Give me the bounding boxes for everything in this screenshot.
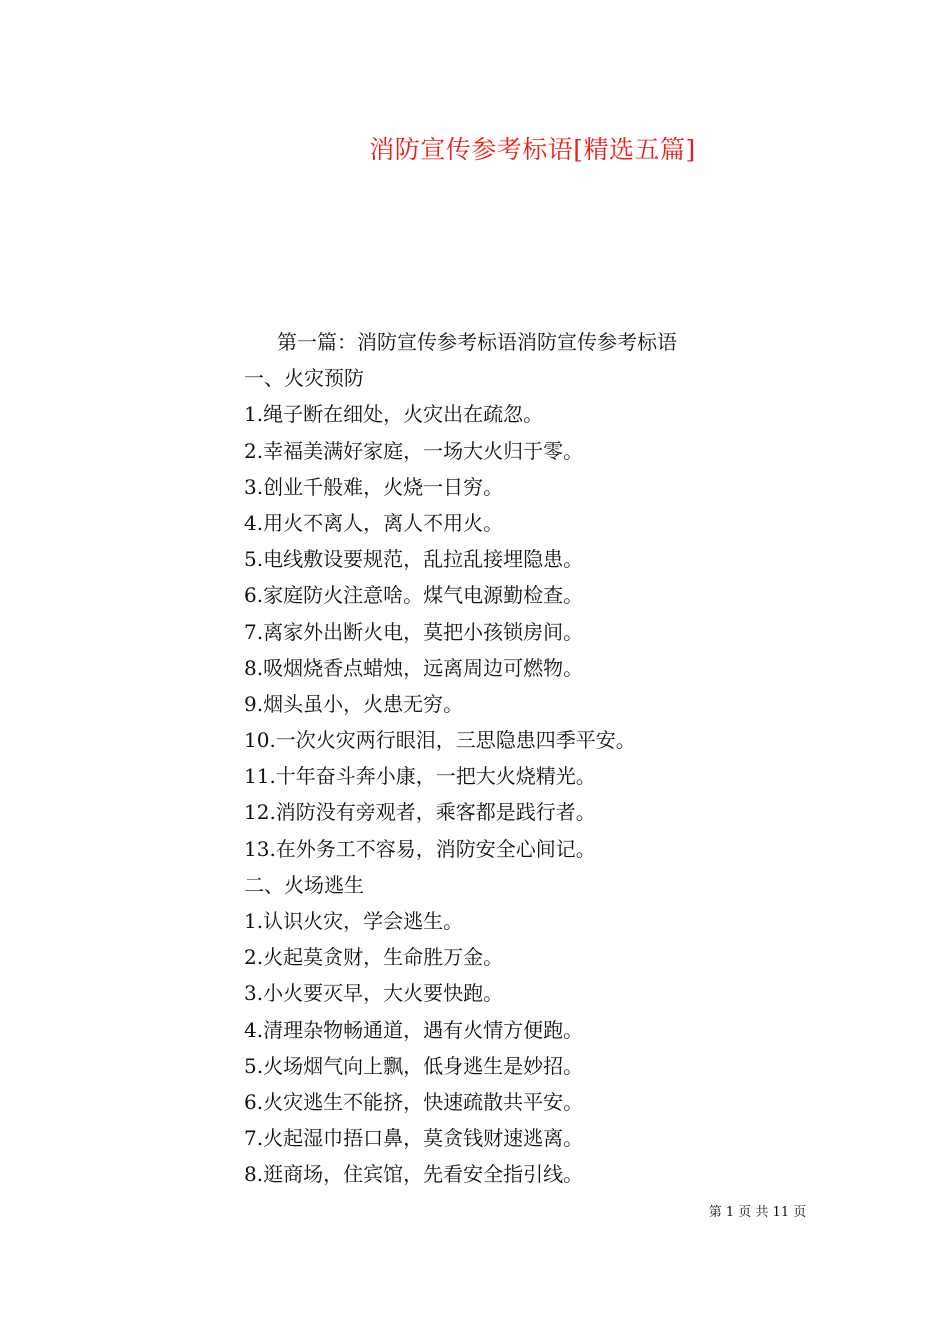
slogan-line: 4.用火不离人，离人不用火。: [244, 510, 504, 535]
document-title: 消防宣传参考标语[精选五篇]: [369, 135, 696, 164]
slogan-line: 8.吸烟烧香点蜡烛，远离周边可燃物。: [244, 655, 584, 680]
slogan-line: 3.创业千般难，火烧一日穷。: [244, 474, 504, 499]
slogan-line: 4.清理杂物畅通道，遇有火情方便跑。: [244, 1017, 584, 1042]
slogan-line: 2.火起莫贪财，生命胜万金。: [244, 945, 504, 970]
slogan-line: 6.火灾逃生不能挤，快速疏散共平安。: [244, 1089, 584, 1114]
document-body: [244, 324, 864, 1193]
slogan-line: 6.家庭防火注意啥。煤气电源勤检查。: [244, 583, 584, 608]
slogan-line: 3.小火要灭早，大火要快跑。: [244, 981, 504, 1006]
slogan-line: 12.消防没有旁观者，乘客都是践行者。: [244, 800, 596, 825]
slogan-line: 13.在外务工不容易，消防安全心间记。: [244, 836, 596, 861]
slogan-line: 11.十年奋斗奔小康，一把大火烧精光。: [244, 764, 596, 789]
slogan-line: 8.逛商场，住宾馆，先看安全指引线。: [244, 1162, 584, 1187]
slogan-line: 5.电线敷设要规范，乱拉乱接埋隐患。: [244, 547, 584, 572]
slogan-line: 7.火起湿巾捂口鼻，莫贪钱财速逃离。: [244, 1126, 584, 1151]
section-heading: 二、火场逃生: [244, 872, 364, 897]
slogan-line: 7.离家外出断火电，莫把小孩锁房间。: [244, 619, 584, 644]
slogan-line: 10.一次火灾两行眼泪，三思隐患四季平安。: [244, 728, 636, 753]
slogan-line: 2.幸福美满好家庭，一场大火归于零。: [244, 438, 584, 463]
page-number: 第 1 页 共 11 页: [708, 1205, 807, 1220]
slogan-line: 1.绳子断在细处，火灾出在疏忽。: [244, 402, 544, 427]
slogan-line: 1.认识火灾，学会逃生。: [244, 909, 464, 933]
slogan-line: 9.烟头虽小，火患无穷。: [244, 691, 464, 716]
intro-line: 第一篇：消防宣传参考标语消防宣传参考标语: [277, 330, 677, 354]
slogan-line: 5.火场烟气向上飘，低身逃生是妙招。: [244, 1053, 584, 1078]
section-heading: 一、火灾预防: [244, 366, 364, 391]
